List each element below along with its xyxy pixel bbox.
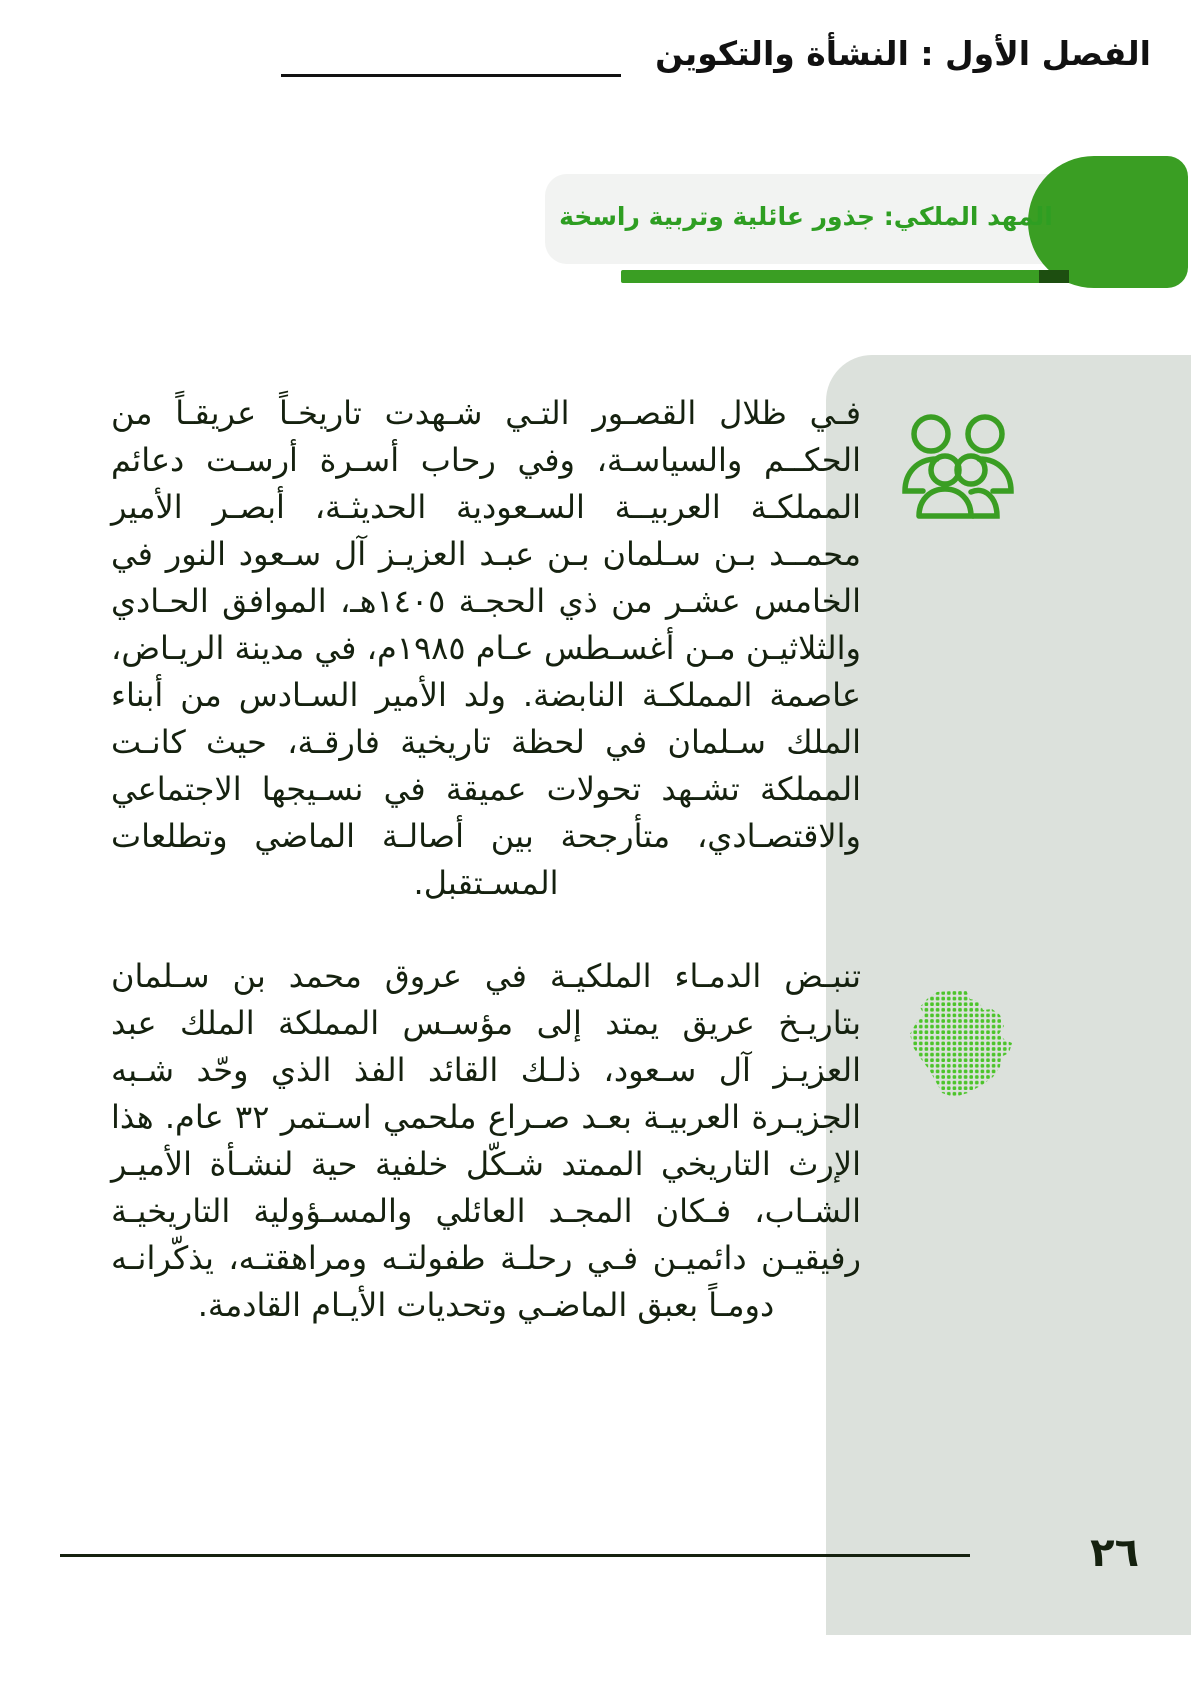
footer-divider-rule <box>60 1554 970 1557</box>
family-group-icon <box>893 412 1023 524</box>
banner-bar-notch <box>1039 270 1069 283</box>
saudi-arabia-dotted-map-icon <box>896 985 1016 1103</box>
page-number: ٢٦ <box>1090 1530 1139 1576</box>
body-text-column <box>111 390 861 1329</box>
page-header <box>0 0 1191 125</box>
header-divider-rule <box>281 74 621 77</box>
banner-underline-bar <box>621 270 1051 283</box>
chapter-title: الفصل الأول : النشأة والتكوين <box>655 34 1151 73</box>
paragraph-1: فـي ظلال القصـور التـي شـهدت تاريخـاً عريقـاً من الحكــم والسياسـة، وفي رحاب أسـرة أرسـت دعائم المملكـة العربيــة السـعودية الحديثـة، أبصـر الأمير محمــد بـن سـلمان بـن عبـد العزيـز آل سـعود النور في الخامس عشـر من ذي الحجـة ١٤٠٥هـ، الموافق الحـادي والثلاثيـن مـن أغسـطس عـام ١٩٨٥م، في مدينة الريـاض، عاصمة المملكـة النابضة. ولد الأمير السـادس من أبناء الملك سـلمان في لحظة تاريخية فارقـة، حيث كانـت المملكة تشـهد تحولات عميقة في نسـيجها الاجتماعي والاقتصـادي، متأرجحة بين أصالـة الماضي وتطلعات المسـتقبل. <box>111 394 862 902</box>
paragraph-2: تنبـض الدمـاء الملكيـة في عروق محمد بن سـلمان بتاريـخ عريق يمتد إلى مؤسـس المملكة الملك عبد العزيـز آل سـعود، ذلـك القائد الفذ الذي وحّد شـبه الجزيـرة العربيـة بعـد صـراع ملحمي اسـتمر ٣٢ عام. هذا الإرث التاريخي الممتد شـكّل خلفية حية لنشـأة الأميـر الشـاب، فـكان المجـد العائلي والمسـؤولية التاريخيـة رفيقيـن دائميـن فـي رحلـة طفولتـه ومراهقتـه، يذكّرانـه دومـاً بعبق الماضـي وتحديات الأيـام القادمة. <box>111 957 862 1324</box>
section-title-banner <box>0 152 1191 302</box>
section-title-text: المهد الملكي: جذور عائلية وتربية راسخة <box>559 202 1053 231</box>
